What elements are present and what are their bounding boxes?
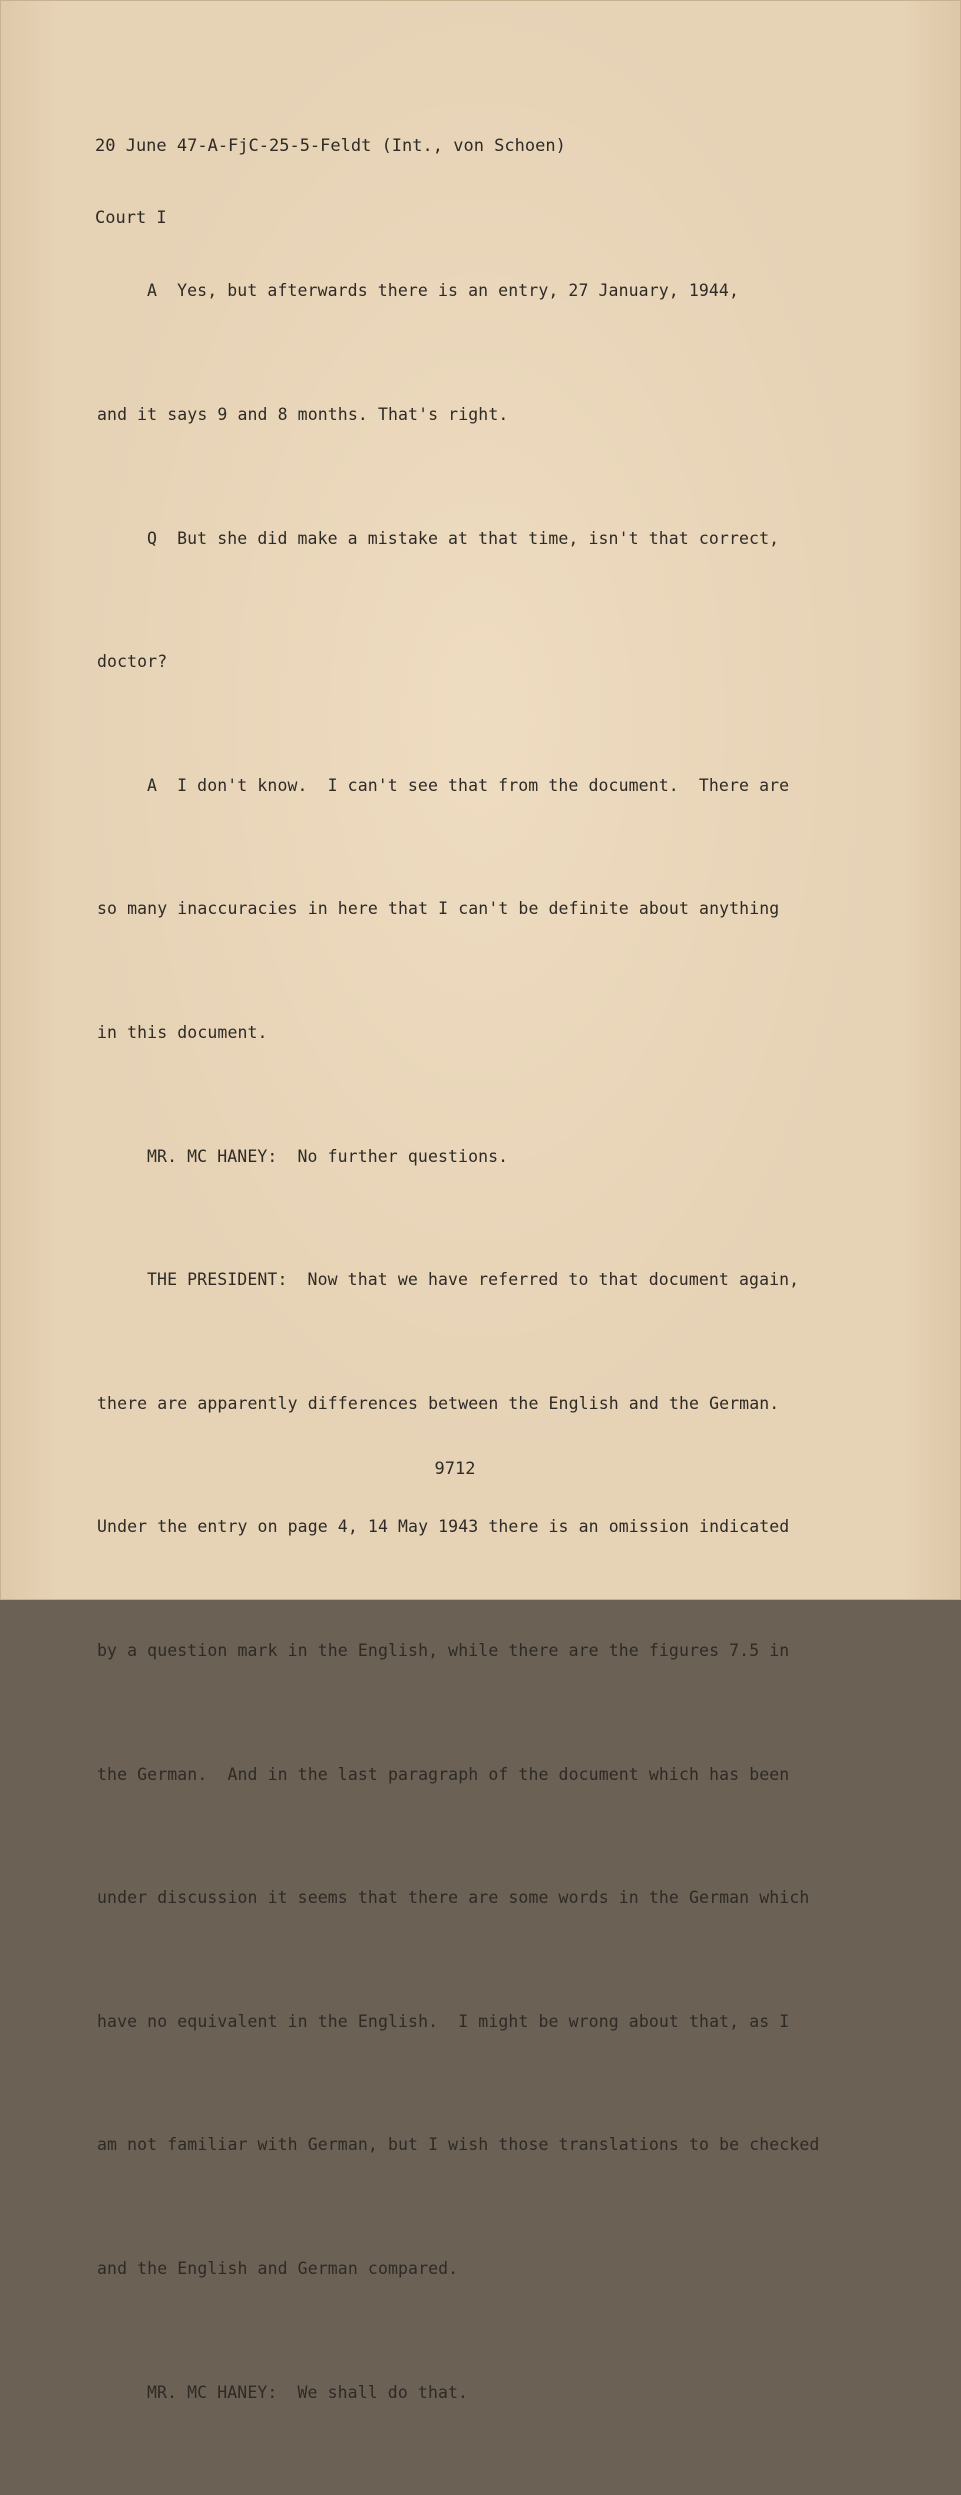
transcript-line: Under the entry on page 4, 14 May 1943 there is an omission indicated <box>97 1517 790 1537</box>
transcript-line: there are apparently differences between the English and the German. <box>97 1393 780 1413</box>
transcript-line: have no equivalent in the English. I might be wrong about that, as I <box>97 2011 790 2031</box>
transcript-line: doctor? <box>97 652 168 672</box>
transcript-line: by a question mark in the English, while there are the figures 7.5 in <box>97 1640 790 1660</box>
transcript-line: in this document. <box>97 1022 268 1042</box>
transcript-body <box>97 188 837 2495</box>
transcript-line: A Yes, but afterwards there is an entry, 27 January, 1944, <box>147 281 739 301</box>
transcript-line: am not familiar with German, but I wish those translations to be checked <box>97 2135 820 2155</box>
transcript-line: the German. And in the last paragraph of the document which has been <box>97 1764 790 1784</box>
transcript-line: and the English and German compared. <box>97 2258 459 2278</box>
transcript-line: so many inaccuracies in here that I can't be definite about anything <box>97 899 780 919</box>
transcript-line: and it says 9 and 8 months. That's right. <box>97 405 509 424</box>
transcript-line: THE PRESIDENT: Now that we have referred to that document again, <box>147 1270 800 1290</box>
transcript-line: MR. MC HANEY: We shall do that. <box>147 2382 469 2402</box>
transcript-line: under discussion it seems that there are some words in the German which <box>97 1888 810 1908</box>
transcript-line: A I don't know. I can't see that from the document. There are <box>147 775 790 795</box>
transcript-line: MR. MC HANEY: No further questions. <box>147 1146 509 1166</box>
page-number: 9712 <box>434 1459 476 1479</box>
header-line-court: Court I <box>95 208 167 228</box>
transcript-line: Q But she did make a mistake at that time, isn't that correct, <box>147 528 780 548</box>
header-line-date-case: 20 June 47-A-FjC-25-5-Feldt (Int., von Schoen) <box>95 136 566 156</box>
